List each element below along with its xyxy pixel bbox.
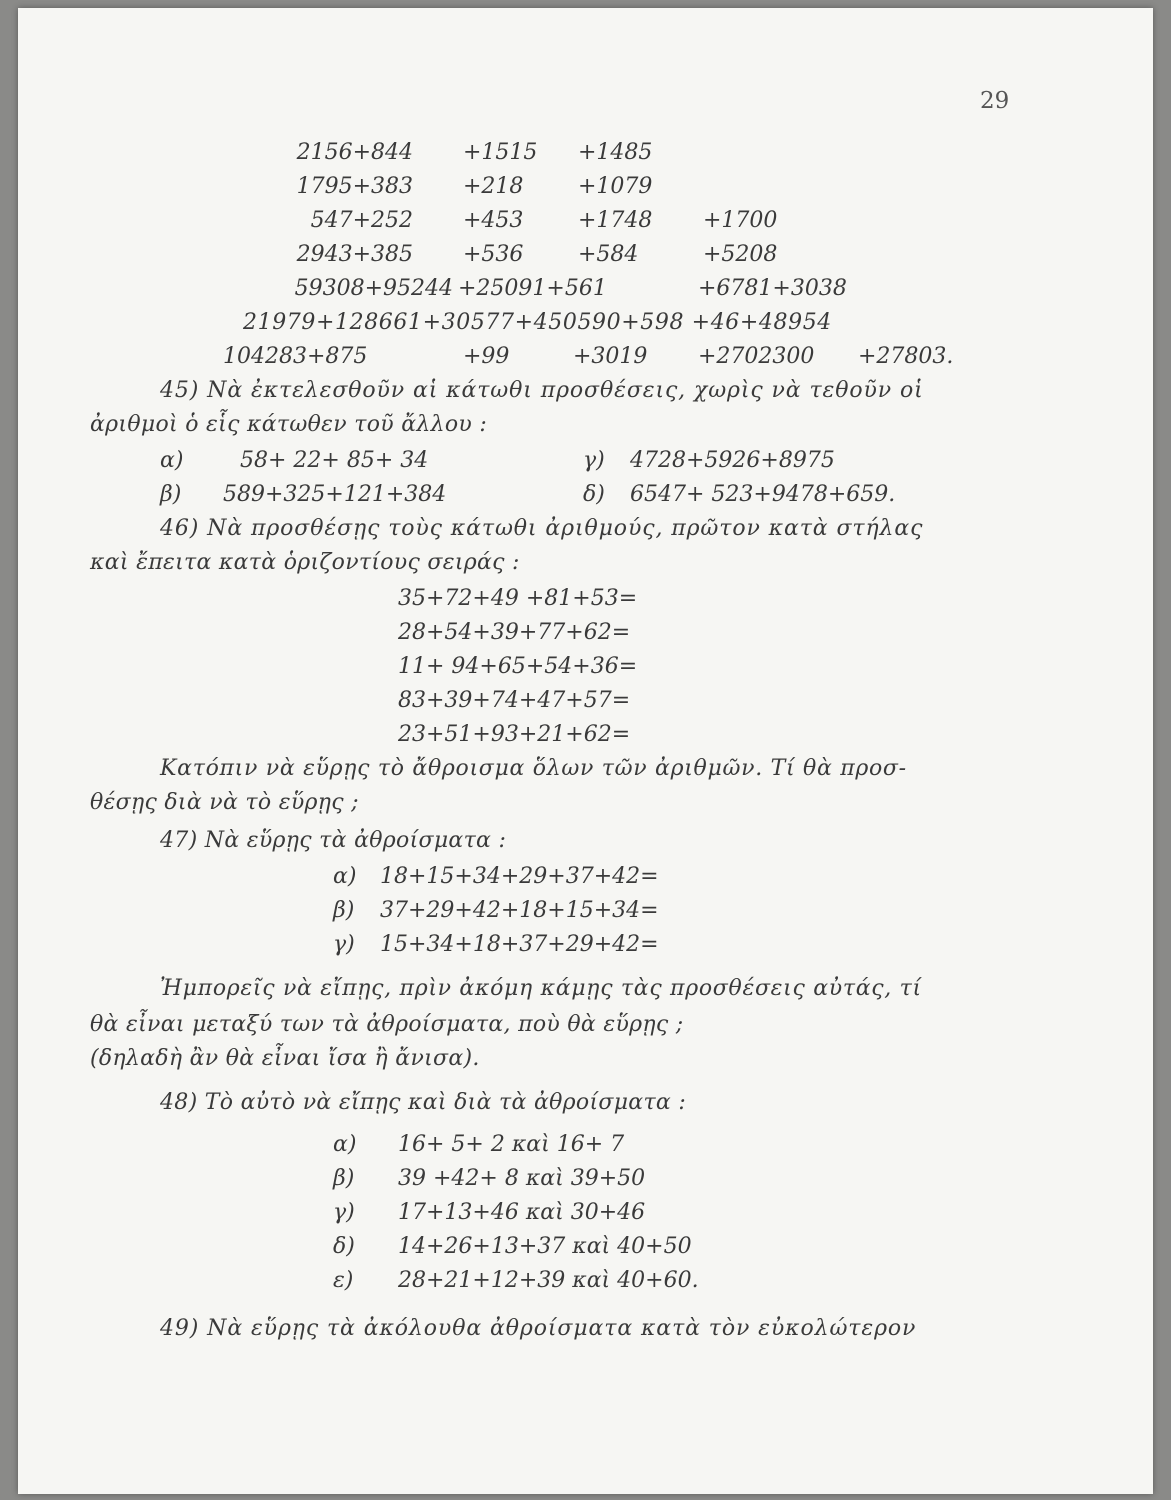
- grid-cell: +218: [463, 174, 524, 199]
- grid-cell: +536: [463, 242, 524, 267]
- exercise-46-followup: Κατόπιν νὰ εὕρῃς τὸ ἄθροισμα ὅλων τῶν ἀριθμῶν. Τί θὰ προσ-: [160, 756, 907, 781]
- grid-cell: 2156+844: [296, 140, 413, 165]
- grid-cell: +3019: [573, 344, 648, 369]
- ex48-expr: 16+ 5+ 2 καὶ 16+ 7: [398, 1132, 625, 1157]
- grid-cell: +453: [463, 208, 524, 233]
- ex45-item-a: 58+ 22+ 85+ 34: [240, 448, 429, 473]
- ex46-sum-row: 83+39+74+47+57=: [398, 688, 631, 713]
- grid-cell: +25091+561: [458, 276, 607, 301]
- ex46-sum-row: 11+ 94+65+54+36=: [398, 654, 638, 679]
- grid-cell: +1748: [578, 208, 653, 233]
- exercise-48-text: 48) Τὸ αὐτὸ νὰ εἴπῃς καὶ διὰ τὰ ἀθροίσματα :: [160, 1090, 687, 1115]
- exercise-46-text-cont: καὶ ἔπειτα κατὰ ὁριζοντίους σειράς :: [90, 550, 520, 575]
- ex46-sum-row: 28+54+39+77+62=: [398, 620, 631, 645]
- grid-cell: +1079: [578, 174, 653, 199]
- exercise-49-text: 49) Νὰ εὕρῃς τὰ ἀκόλουθα ἀθροίσματα κατὰ τὸν εὐκολώτερον: [160, 1316, 917, 1341]
- ex47-label: γ): [333, 932, 355, 957]
- ex45-item-d: 6547+ 523+9478+659.: [630, 482, 896, 507]
- grid-cell: +1515: [463, 140, 538, 165]
- ex45-label-c: γ): [583, 448, 605, 473]
- ex47-expr: 37+29+42+18+15+34=: [380, 898, 659, 923]
- ex48-expr: 39 +42+ 8 καὶ 39+50: [398, 1166, 646, 1191]
- ex47-label: α): [333, 864, 357, 889]
- ex48-label: ε): [333, 1268, 354, 1293]
- grid-cell: +1700: [703, 208, 778, 233]
- exercise-47-text: 47) Νὰ εὕρῃς τὰ ἀθροίσματα :: [160, 828, 507, 853]
- exercise-45-text: 45) Νὰ ἐκτελεσθοῦν αἱ κάτωθι προσθέσεις, χωρὶς νὰ τεθοῦν οἱ: [160, 378, 924, 403]
- ex47-expr: 18+15+34+29+37+42=: [380, 864, 659, 889]
- ex47-label: β): [333, 898, 355, 923]
- grid-cell: +1485: [578, 140, 653, 165]
- exercise-45-text-cont: ἀριθμοὶ ὁ εἷς κάτωθεν τοῦ ἄλλου :: [90, 412, 488, 437]
- grid-cell: 547+252: [310, 208, 413, 233]
- grid-cell: +5208: [703, 242, 778, 267]
- grid-cell: 104283+875: [223, 344, 368, 369]
- grid-cell: +2702300: [698, 344, 815, 369]
- ex46-sum-row: 35+72+49 +81+53=: [398, 586, 638, 611]
- exercise-47-question-note: (δηλαδὴ ἂν θὰ εἶναι ἴσα ἢ ἄνισα).: [90, 1046, 480, 1071]
- ex48-label: α): [333, 1132, 357, 1157]
- grid-cell: +6781+3038: [698, 276, 847, 301]
- ex48-expr: 14+26+13+37 καὶ 40+50: [398, 1234, 692, 1259]
- ex48-expr: 28+21+12+39 καὶ 40+60.: [398, 1268, 699, 1293]
- grid-cell: 2943+385: [296, 242, 413, 267]
- ex45-label-a: α): [160, 448, 184, 473]
- ex45-item-c: 4728+5926+8975: [630, 448, 835, 473]
- grid-cell: +27803.: [858, 344, 954, 369]
- grid-cell: +99: [463, 344, 510, 369]
- ex46-sum-row: 23+51+93+21+62=: [398, 722, 631, 747]
- exercise-47-question: Ἠμπορεῖς νὰ εἴπῃς, πρὶν ἀκόμη κάμῃς τὰς προσθέσεις αὐτάς, τί: [160, 976, 922, 1001]
- grid-cell: 1795+383: [296, 174, 413, 199]
- exercise-46-followup-cont: θέσῃς διὰ νὰ τὸ εὕρῃς ;: [90, 790, 359, 815]
- exercise-46-text: 46) Νὰ προσθέσῃς τοὺς κάτωθι ἀριθμούς, πρῶτον κατὰ στήλας: [160, 516, 924, 541]
- ex48-label: δ): [333, 1234, 355, 1259]
- ex45-item-b: 589+325+121+384: [223, 482, 447, 507]
- book-page: [18, 8, 1153, 1494]
- grid-cell: +584: [578, 242, 639, 267]
- ex48-label: γ): [333, 1200, 355, 1225]
- grid-cell: 59308+95244: [294, 276, 453, 301]
- ex47-expr: 15+34+18+37+29+42=: [380, 932, 659, 957]
- page-number: 29: [980, 88, 1010, 114]
- ex45-label-d: δ): [583, 482, 605, 507]
- exercise-47-question-cont: θὰ εἶναι μεταξύ των τὰ ἀθροίσματα, ποὺ θὰ εὕρῃς ;: [90, 1012, 684, 1037]
- ex45-label-b: β): [160, 482, 182, 507]
- ex48-label: β): [333, 1166, 355, 1191]
- ex48-expr: 17+13+46 καὶ 30+46: [398, 1200, 646, 1225]
- grid-cell: 21979+128661+30577+450590+598 +46+48954: [243, 310, 832, 335]
